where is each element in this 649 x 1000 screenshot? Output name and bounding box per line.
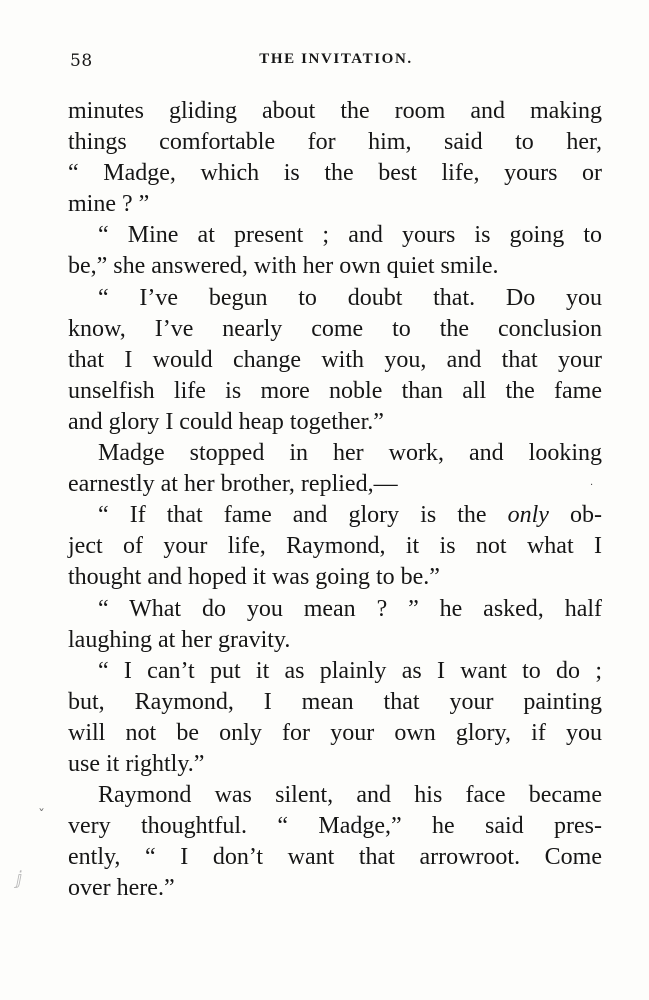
text-line: ently, “ I don’t want that arrowroot. Come: [68, 844, 602, 871]
text-line: unselfish life is more noble than all the fame: [68, 377, 602, 404]
text-line: laughing at her gravity.: [68, 626, 291, 653]
margin-dash-mark: ˇ: [38, 808, 45, 824]
text-line: Raymond was silent, and his face became: [98, 782, 602, 809]
text-line: Madge stopped in her work, and looking: [98, 440, 602, 467]
text-line: over here.”: [68, 875, 175, 902]
emphasis-only: only: [507, 502, 549, 529]
text-line: that I would change with you, and that your: [68, 346, 602, 373]
body-text: [68, 96, 602, 904]
text-line: know, I’ve nearly come to the conclusion: [68, 315, 602, 342]
text-line: minutes gliding about the room and making: [68, 98, 602, 124]
text-line: thought and hoped it was going to be.”: [68, 564, 440, 591]
text-line: “ Mine at present ; and yours is going to: [98, 222, 602, 249]
speck-mark: ·: [590, 480, 594, 491]
page-number: 58: [70, 51, 93, 71]
text-line: “ Madge, which is the best life, yours or: [68, 160, 602, 187]
text-line: but, Raymond, I mean that your painting: [68, 688, 602, 715]
text-line: ject of your life, Raymond, it is not what I: [68, 533, 602, 560]
text-line: “ I can’t put it as plainly as I want to do ;: [98, 657, 602, 684]
text-line: very thoughtful. “ Madge,” he said pres-: [68, 813, 602, 840]
text-line: mine ? ”: [68, 191, 150, 218]
text-line: be,” she answered, with her own quiet smile.: [68, 253, 499, 280]
text-line: “ I’ve begun to doubt that. Do you: [98, 284, 602, 311]
margin-pencil-mark: ⅉ: [16, 868, 23, 889]
text-line: things comfortable for him, said to her,: [68, 129, 602, 156]
text-line: and glory I could heap together.”: [68, 408, 384, 435]
text-line: will not be only for your own glory, if you: [68, 719, 602, 746]
running-head: THE INVITATION.: [259, 51, 413, 67]
page-header: [70, 48, 602, 78]
text-line: earnestly at her brother, replied,—: [68, 471, 398, 498]
text-line: “ If that fame and glory is the only ob-: [98, 502, 602, 529]
text-line: use it rightly.”: [68, 750, 205, 777]
text-line: “ What do you mean ? ” he asked, half: [98, 595, 602, 622]
